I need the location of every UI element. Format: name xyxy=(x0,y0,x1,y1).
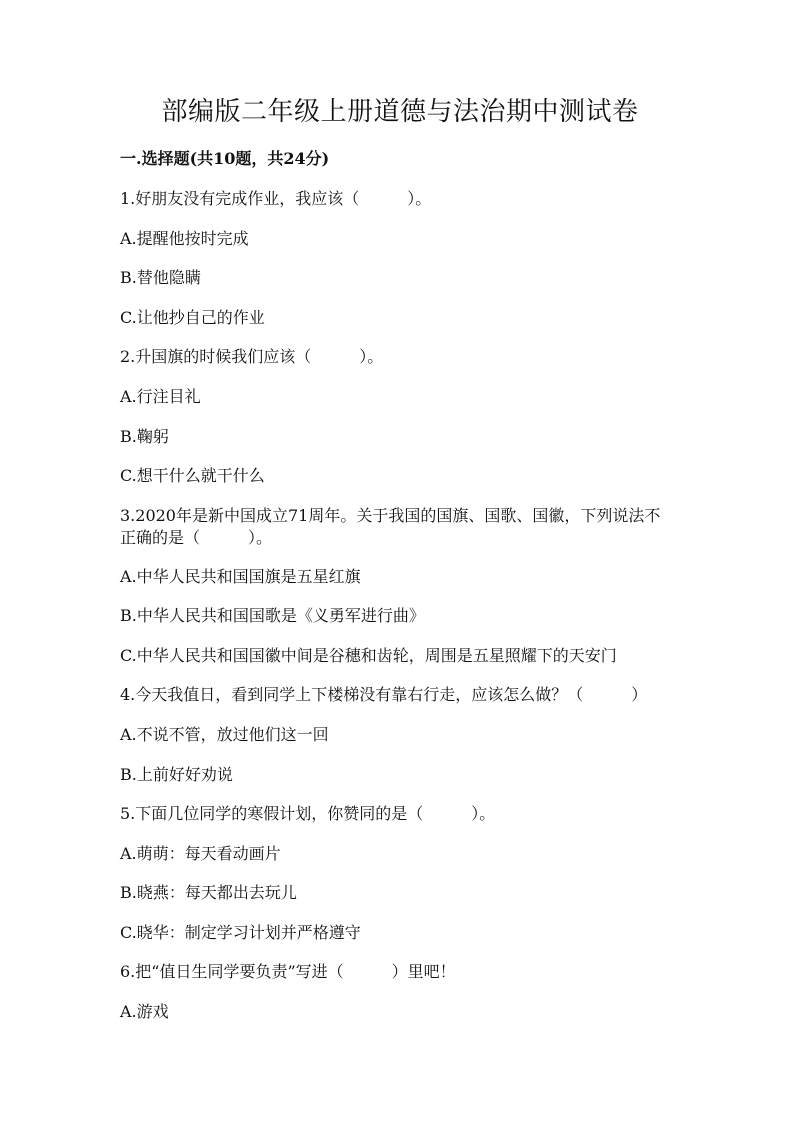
answer-option: A.不说不管，放过他们这一回 xyxy=(120,725,329,744)
question-stem: 1.好朋友没有完成作业，我应该（ ）。 xyxy=(120,189,432,208)
answer-option: B.上前好好劝说 xyxy=(120,765,233,784)
question-stem: 2.升国旗的时候我们应该（ ）。 xyxy=(120,347,384,366)
question-stem: 4.今天我值日，看到同学上下楼梯没有靠右行走，应该怎么做？（ ） xyxy=(120,685,648,704)
question-stem: 6.把“值日生同学要负责”写进（ ）里吧！ xyxy=(120,962,456,981)
answer-option: A.提醒他按时完成 xyxy=(120,229,249,248)
question-stem: 3.2020年是新中国成立71周年。关于我国的国旗、国歌、国徽，下列说法不 xyxy=(120,506,661,525)
answer-option: C.想干什么就干什么 xyxy=(120,466,265,485)
answer-option: C.中华人民共和国国徽中间是谷穗和齿轮，周围是五星照耀下的天安门 xyxy=(120,646,617,665)
answer-option: A.行注目礼 xyxy=(120,387,201,406)
answer-option: B.中华人民共和国国歌是《义勇军进行曲》 xyxy=(120,606,425,625)
answer-option: C.让他抄自己的作业 xyxy=(120,308,265,327)
answer-option: B.鞠躬 xyxy=(120,427,169,446)
answer-option: A.中华人民共和国国旗是五星红旗 xyxy=(120,567,361,586)
answer-option: B.替他隐瞒 xyxy=(120,268,201,287)
answer-option: A.萌萌：每天看动画片 xyxy=(120,844,281,863)
question-stem-continued: 正确的是（ ）。 xyxy=(120,528,273,547)
answer-option: B.晓燕：每天都出去玩儿 xyxy=(120,883,297,902)
answer-option: A.游戏 xyxy=(120,1002,169,1021)
question-stem: 5.下面几位同学的寒假计划，你赞同的是（ ）。 xyxy=(120,804,496,823)
page-title: 部编版二年级上册道德与法治期中测试卷 xyxy=(161,97,639,127)
section-heading: 一.选择题(共10题，共24分) xyxy=(120,149,330,168)
answer-option: C.晓华：制定学习计划并严格遵守 xyxy=(120,923,361,942)
